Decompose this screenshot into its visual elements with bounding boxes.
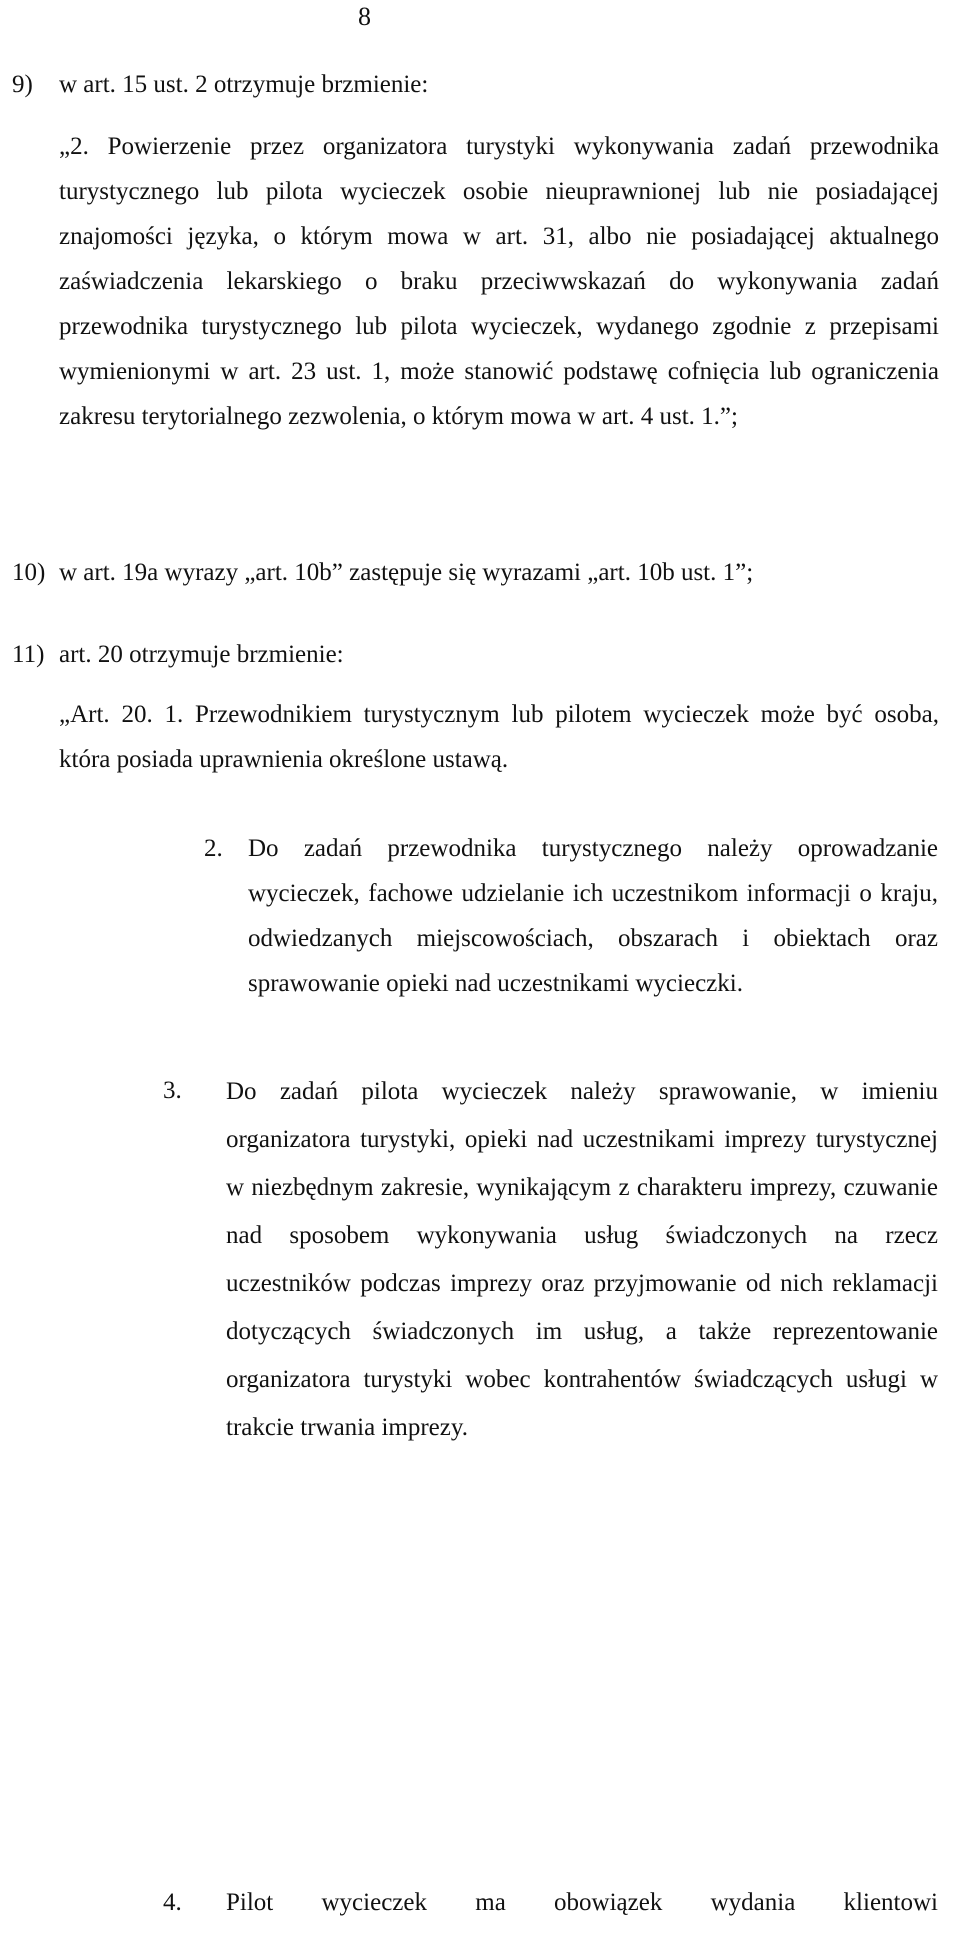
item-11-intro: art. 20 otrzymuje brzmienie: [59, 641, 344, 668]
item-number-10: 10) [12, 559, 46, 586]
item-number-9: 9) [12, 71, 33, 98]
item-11-para-4-number: 4. [163, 1889, 182, 1916]
item-11-para-2-number: 2. [204, 835, 223, 862]
item-9-quote: „2. Powierzenie przez organizatora turystyki wykonywania zadań przewodnika turystycznego lub pilota wycieczek osobie nieuprawnionej lub nie posiadającej znajomości języka, o którym mowa w art. 31, albo nie posiadającej aktualnego zaświadczenia lekarskiego o braku przeciwwskazań do wykonywania zadań przewodnika turystycznego lub pilota wycieczek, wydanego zgodnie z przepisami wymienionymi w art. 23 ust. 1, może stanowić podstawę cofnięcia lub ograniczenia zakresu terytorialnego zezwolenia, o którym mowa w art. 4 ust. 1.”; [59, 133, 939, 430]
item-11-para-3: Do zadań pilota wycieczek należy sprawowanie, w imieniu organizatora turystyki, opieki nad uczestnikami imprezy turystycznej w niezbędnym zakresie, wynikającym z charakteru imprezy, czuwanie nad sposobem wykonywania usług świadczonych na rzecz uczestników podczas imprezy oraz przyjmowanie od nich reklamacji dotyczących świadczonych im usług, a także reprezentowanie organizatora turystyki wobec kontrahentów świadczących usługi w trakcie trwania imprezy. [226, 1078, 938, 1441]
item-11-para-2: Do zadań przewodnika turystycznego należy oprowadzanie wycieczek, fachowe udzielanie ich uczestnikom informacji o kraju, odwiedzanych miejscowościach, obszarach i obiektach oraz sprawowanie opieki nad uczestnikami wycieczki. [248, 835, 938, 997]
item-10-text: w art. 19a wyrazy „art. 10b” zastępuje się wyrazami „art. 10b ust. 1”; [59, 559, 754, 586]
item-11-para-3-number: 3. [163, 1077, 182, 1104]
item-11-para-4: Pilot wycieczek ma obowiązek wydania klientowi [226, 1889, 938, 1916]
item-11-para-1: „Art. 20. 1. Przewodnikiem turystycznym lub pilotem wycieczek może być osoba, która posiada uprawnienia określone ustawą. [59, 701, 939, 773]
page-number: 8 [358, 2, 371, 31]
item-9-intro: w art. 15 ust. 2 otrzymuje brzmienie: [59, 71, 429, 98]
item-number-11: 11) [12, 641, 45, 668]
